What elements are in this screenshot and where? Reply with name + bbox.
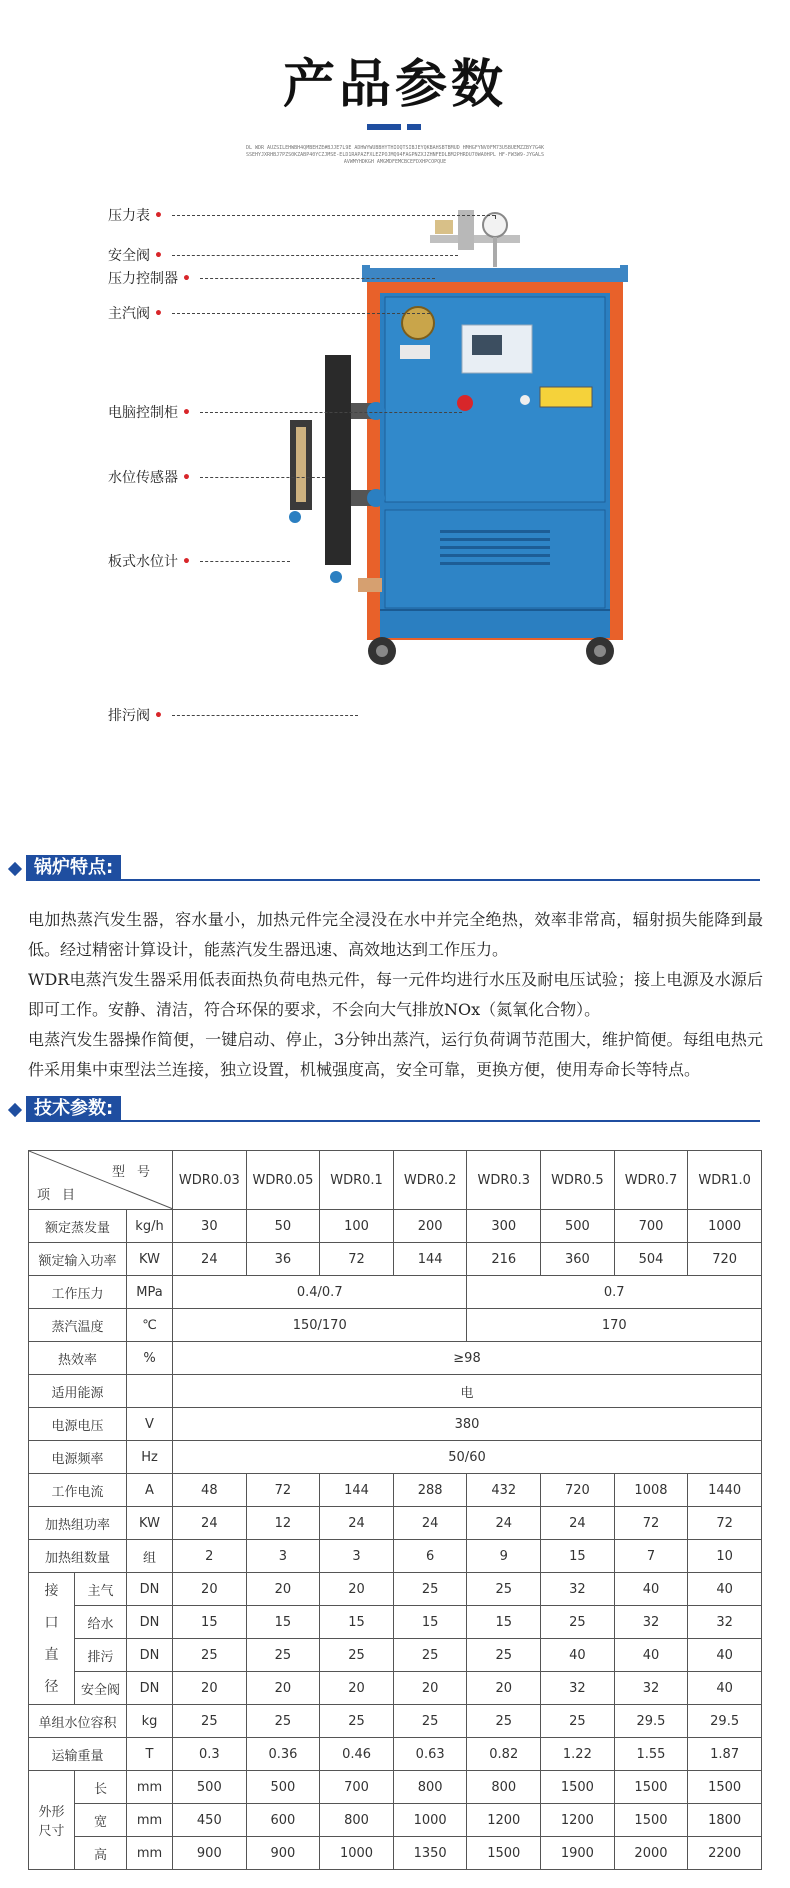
table-cell: 25 (467, 1639, 541, 1672)
table-cell: 72 (246, 1474, 320, 1507)
callout-leader (172, 715, 358, 716)
table-cell: 1500 (688, 1771, 762, 1804)
table-cell: 0.7 (467, 1276, 762, 1309)
model-header-cell: WDR0.05 (246, 1151, 320, 1210)
callout-main-steam-valve: 主汽阀 • (108, 306, 163, 322)
table-cell: 0.36 (246, 1738, 320, 1771)
table-cell: 170 (467, 1309, 762, 1342)
table-cell: 12 (246, 1507, 320, 1540)
table-cell: 20 (246, 1573, 320, 1606)
table-cell: 1000 (393, 1804, 467, 1837)
callout-leader (495, 215, 496, 219)
row-unit: mm (127, 1804, 173, 1837)
table-cell: 25 (541, 1705, 615, 1738)
table-cell: 40 (688, 1639, 762, 1672)
table-cell: 450 (173, 1804, 247, 1837)
table-cell: 1000 (320, 1837, 394, 1870)
table-row (29, 1441, 762, 1474)
row-unit: Hz (127, 1441, 173, 1474)
table-cell: 25 (173, 1705, 247, 1738)
port-group-label (29, 1573, 75, 1705)
port-group-char: 接 (44, 1582, 59, 1599)
table-row (29, 1540, 762, 1573)
table-cell: 29.5 (688, 1705, 762, 1738)
row-label: 额定输入功率 (29, 1243, 127, 1276)
table-cell: 1500 (467, 1837, 541, 1870)
table-cell: 25 (173, 1639, 247, 1672)
table-cell: 25 (467, 1573, 541, 1606)
table-cell: 720 (541, 1474, 615, 1507)
row-label: 加热组数量 (29, 1540, 127, 1573)
table-cell: 700 (320, 1771, 394, 1804)
row-label: 额定蒸发量 (29, 1210, 127, 1243)
row-unit: DN (127, 1639, 173, 1672)
row-label: 工作压力 (29, 1276, 127, 1309)
table-cell: 800 (393, 1771, 467, 1804)
table-row (29, 1474, 762, 1507)
features-title: 锅炉特点: (26, 855, 121, 881)
row-label: 加热组功率 (29, 1507, 127, 1540)
row-label: 适用能源 (29, 1375, 127, 1408)
table-cell: 0.46 (320, 1738, 394, 1771)
table-cell: 300 (467, 1210, 541, 1243)
table-cell: 20 (173, 1573, 247, 1606)
table-row (29, 1507, 762, 1540)
table-row (29, 1606, 762, 1639)
callout-leader (172, 313, 430, 314)
table-cell: 1350 (393, 1837, 467, 1870)
row-unit: V (127, 1408, 173, 1441)
table-cell: 1.87 (688, 1738, 762, 1771)
table-cell: 15 (541, 1540, 615, 1573)
port-group-char: 径 (44, 1678, 59, 1695)
row-unit: MPa (127, 1276, 173, 1309)
callout-drain-valve: 排污阀 • (108, 708, 163, 724)
table-cell: 20 (320, 1573, 394, 1606)
table-cell: 100 (320, 1210, 394, 1243)
spec-table (28, 1150, 762, 1870)
table-row (29, 1210, 762, 1243)
row-unit: A (127, 1474, 173, 1507)
header-item-label: 项目 (37, 1188, 88, 1203)
table-cell: 720 (688, 1243, 762, 1276)
row-unit: 组 (127, 1540, 173, 1573)
page-title: 产品参数 (282, 55, 507, 115)
table-cell: 1008 (614, 1474, 688, 1507)
table-cell: 7 (614, 1540, 688, 1573)
table-cell: 432 (467, 1474, 541, 1507)
callout-control-cabinet: 电脑控制柜 • (108, 405, 191, 421)
table-cell: 200 (393, 1210, 467, 1243)
table-cell: 72 (320, 1243, 394, 1276)
callout-pressure-gauge: 压力表 • (108, 208, 163, 224)
subtitle-text: DL WDR AUZSILEHWBH4QMBEHZE#BJJE7L9E ADHWYWUBBHYTHIOQTSIBJEYQKBAHSBTBMUD HMHGFYNV0FM73U5BUEMZZBY7G4KSSEHYJXRHBJ7PZS0KZABP40YCZJMSE-ELD1RAPAZFXLEZPOJMQ94FAGPNZXJZHNFEDLBM2PHRDU70WA0HPL HF-FW3W9-JYGALSAVWMYHDKGH AMGMDFEMCBCEFDXHPCOPQUE (245, 145, 544, 165)
row-label: 排污 (75, 1639, 127, 1672)
row-unit: % (127, 1342, 173, 1375)
table-cell: 24 (541, 1507, 615, 1540)
model-header-cell: WDR1.0 (688, 1151, 762, 1210)
callout-leader (200, 561, 290, 562)
table-cell: 380 (173, 1408, 762, 1441)
table-cell: 0.4/0.7 (173, 1276, 467, 1309)
model-header-cell: WDR0.2 (393, 1151, 467, 1210)
table-cell: 1000 (688, 1210, 762, 1243)
table-cell: 24 (173, 1507, 247, 1540)
row-label: 宽 (75, 1804, 127, 1837)
row-label: 主气 (75, 1573, 127, 1606)
table-cell: 1.22 (541, 1738, 615, 1771)
table-cell: 40 (688, 1672, 762, 1705)
table-cell: 0.63 (393, 1738, 467, 1771)
table-row (29, 1639, 762, 1672)
row-label: 安全阀 (75, 1672, 127, 1705)
row-unit: KW (127, 1507, 173, 1540)
table-row (29, 1837, 762, 1870)
row-label: 单组水位容积 (29, 1705, 127, 1738)
section-divider (26, 879, 760, 881)
callout-leader (200, 477, 325, 478)
port-group-char: 口 (44, 1614, 59, 1631)
row-unit: DN (127, 1606, 173, 1639)
table-cell: 25 (541, 1606, 615, 1639)
header-model-label: 型号 (112, 1165, 163, 1180)
callout-safety-valve: 安全阀 • (108, 248, 163, 264)
table-row (29, 1151, 762, 1210)
dims-group-line: 外形 (38, 1805, 65, 1820)
table-cell: 9 (467, 1540, 541, 1573)
table-row (29, 1408, 762, 1441)
table-cell: 24 (393, 1507, 467, 1540)
table-cell: 25 (246, 1639, 320, 1672)
table-cell: 0.82 (467, 1738, 541, 1771)
table-cell: 20 (320, 1672, 394, 1705)
table-cell: 20 (393, 1672, 467, 1705)
row-label: 运输重量 (29, 1738, 127, 1771)
model-header-cell: WDR0.3 (467, 1151, 541, 1210)
features-body (28, 905, 763, 1085)
row-unit: mm (127, 1771, 173, 1804)
row-unit: KW (127, 1243, 173, 1276)
row-unit: kg (127, 1705, 173, 1738)
table-cell: 1500 (614, 1804, 688, 1837)
callout-leader (172, 215, 495, 216)
table-cell: ≥98 (173, 1342, 762, 1375)
callout-plate-level-gauge: 板式水位计 • (108, 554, 191, 570)
table-cell: 2000 (614, 1837, 688, 1870)
table-cell: 25 (393, 1639, 467, 1672)
table-cell: 1500 (541, 1771, 615, 1804)
dims-group-label (29, 1771, 75, 1870)
table-cell: 2200 (688, 1837, 762, 1870)
row-unit (127, 1375, 173, 1408)
table-cell: 32 (688, 1606, 762, 1639)
table-cell: 288 (393, 1474, 467, 1507)
table-cell: 29.5 (614, 1705, 688, 1738)
table-cell: 36 (246, 1243, 320, 1276)
table-cell: 0.3 (173, 1738, 247, 1771)
dims-group-line: 尺寸 (38, 1824, 65, 1839)
table-cell: 1440 (688, 1474, 762, 1507)
header-corner-cell (29, 1151, 173, 1210)
row-label: 高 (75, 1837, 127, 1870)
row-label: 电源电压 (29, 1408, 127, 1441)
row-unit: mm (127, 1837, 173, 1870)
model-header-cell: WDR0.5 (541, 1151, 615, 1210)
model-header-cell: WDR0.7 (614, 1151, 688, 1210)
table-row (29, 1375, 762, 1408)
table-cell: 15 (173, 1606, 247, 1639)
specs-title: 技术参数: (26, 1096, 121, 1122)
row-label: 长 (75, 1771, 127, 1804)
table-cell: 1900 (541, 1837, 615, 1870)
row-unit: DN (127, 1573, 173, 1606)
callout-leader (200, 278, 435, 279)
specs-section-header (0, 1096, 790, 1126)
table-row (29, 1573, 762, 1606)
section-bullet-icon (8, 862, 22, 876)
callout-leader (172, 255, 458, 256)
table-cell: 50 (246, 1210, 320, 1243)
table-cell: 504 (614, 1243, 688, 1276)
table-cell: 800 (467, 1771, 541, 1804)
table-cell: 1500 (614, 1771, 688, 1804)
table-cell: 25 (246, 1705, 320, 1738)
table-cell: 150/170 (173, 1309, 467, 1342)
table-cell: 800 (320, 1804, 394, 1837)
table-cell: 360 (541, 1243, 615, 1276)
table-cell: 10 (688, 1540, 762, 1573)
features-paragraph: WDR电蒸汽发生器采用低表面热负荷电热元件，每一元件均进行水压及耐电压试验；接上电源及水源后即可工作。安静、清洁，符合环保的要求，不会向大气排放NOx（氮氧化合物）。 (28, 970, 763, 1019)
table-row (29, 1738, 762, 1771)
table-cell: 32 (614, 1672, 688, 1705)
table-cell: 500 (173, 1771, 247, 1804)
row-unit: T (127, 1738, 173, 1771)
table-cell: 48 (173, 1474, 247, 1507)
features-section-header (0, 855, 790, 885)
table-cell: 30 (173, 1210, 247, 1243)
row-label: 电源频率 (29, 1441, 127, 1474)
table-cell: 24 (320, 1507, 394, 1540)
table-cell: 72 (688, 1507, 762, 1540)
table-row (29, 1705, 762, 1738)
model-header-cell: WDR0.1 (320, 1151, 394, 1210)
table-cell: 500 (246, 1771, 320, 1804)
table-cell: 1800 (688, 1804, 762, 1837)
row-unit: ℃ (127, 1309, 173, 1342)
table-cell: 32 (541, 1573, 615, 1606)
table-cell: 50/60 (173, 1441, 762, 1474)
table-row (29, 1342, 762, 1375)
table-cell: 40 (614, 1639, 688, 1672)
table-cell: 25 (320, 1639, 394, 1672)
callout-pressure-controller: 压力控制器 • (108, 271, 191, 287)
section-divider (26, 1120, 760, 1122)
row-label: 工作电流 (29, 1474, 127, 1507)
port-group-char: 直 (44, 1646, 59, 1663)
table-cell: 900 (173, 1837, 247, 1870)
table-row (29, 1804, 762, 1837)
row-label: 热效率 (29, 1342, 127, 1375)
table-cell: 500 (541, 1210, 615, 1243)
row-unit: DN (127, 1672, 173, 1705)
row-label: 给水 (75, 1606, 127, 1639)
table-cell: 24 (467, 1507, 541, 1540)
row-label: 蒸汽温度 (29, 1309, 127, 1342)
table-cell: 40 (614, 1573, 688, 1606)
table-cell: 32 (541, 1672, 615, 1705)
table-cell: 20 (173, 1672, 247, 1705)
table-cell: 1200 (467, 1804, 541, 1837)
title-underline (367, 124, 423, 130)
section-bullet-icon (8, 1103, 22, 1117)
table-cell: 900 (246, 1837, 320, 1870)
table-cell: 2 (173, 1540, 247, 1573)
table-cell: 3 (320, 1540, 394, 1573)
table-cell: 40 (688, 1573, 762, 1606)
table-row (29, 1309, 762, 1342)
table-cell: 15 (320, 1606, 394, 1639)
table-cell: 144 (320, 1474, 394, 1507)
product-diagram (0, 165, 790, 825)
callout-level-sensor: 水位传感器 • (108, 470, 191, 486)
model-header-cell: WDR0.03 (173, 1151, 247, 1210)
table-cell: 电 (173, 1375, 762, 1408)
features-paragraph: 电加热蒸汽发生器，容水量小，加热元件完全浸没在水中并完全绝热，效率非常高，辐射损失能降到最低。经过精密计算设计，能蒸汽发生器迅速、高效地达到工作压力。 (28, 910, 763, 959)
table-cell: 15 (246, 1606, 320, 1639)
features-paragraph: 电蒸汽发生器操作简便，一键启动、停止，3分钟出蒸汽，运行负荷调节范围大，维护简便。每组电热元件采用集中束型法兰连接，独立设置，机械强度高，安全可靠，更换方便，使用寿命长等特点。 (28, 1030, 763, 1079)
table-row (29, 1672, 762, 1705)
table-cell: 15 (393, 1606, 467, 1639)
table-cell: 216 (467, 1243, 541, 1276)
table-cell: 600 (246, 1804, 320, 1837)
table-cell: 72 (614, 1507, 688, 1540)
table-row (29, 1243, 762, 1276)
table-cell: 24 (173, 1243, 247, 1276)
table-cell: 25 (467, 1705, 541, 1738)
row-unit: kg/h (127, 1210, 173, 1243)
table-row (29, 1276, 762, 1309)
table-cell: 25 (320, 1705, 394, 1738)
table-cell: 3 (246, 1540, 320, 1573)
table-cell: 25 (393, 1573, 467, 1606)
table-cell: 700 (614, 1210, 688, 1243)
table-cell: 32 (614, 1606, 688, 1639)
table-cell: 6 (393, 1540, 467, 1573)
table-row (29, 1771, 762, 1804)
table-cell: 20 (467, 1672, 541, 1705)
table-cell: 144 (393, 1243, 467, 1276)
table-cell: 1.55 (614, 1738, 688, 1771)
table-cell: 20 (246, 1672, 320, 1705)
table-cell: 15 (467, 1606, 541, 1639)
table-cell: 25 (393, 1705, 467, 1738)
callout-leader (200, 412, 462, 413)
table-cell: 1200 (541, 1804, 615, 1837)
table-cell: 40 (541, 1639, 615, 1672)
